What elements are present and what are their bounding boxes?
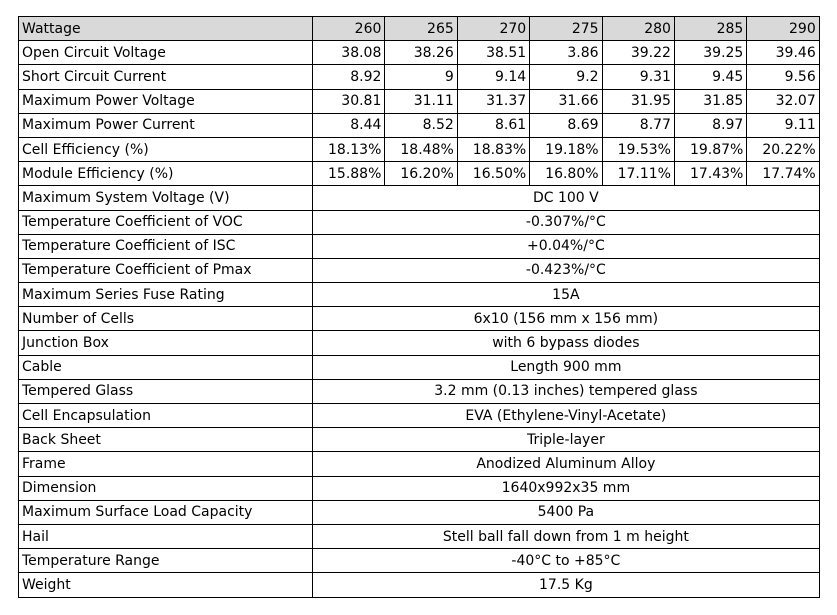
row-label-cell: Maximum System Voltage (V)	[19, 186, 313, 210]
value-cell: 38.08	[313, 41, 385, 65]
table-row	[19, 379, 820, 403]
value-cell: 16.50%	[457, 162, 529, 186]
value-cell: 9	[385, 65, 457, 89]
value-cell: 17.43%	[674, 162, 746, 186]
row-label-cell: Frame	[19, 452, 313, 476]
table-row	[19, 549, 820, 573]
value-cell: 8.92	[313, 65, 385, 89]
value-cell: 39.22	[602, 41, 674, 65]
value-cell: 16.20%	[385, 162, 457, 186]
table-row	[19, 404, 820, 428]
header-label-cell: Wattage	[19, 17, 313, 41]
wattage-cell: 280	[602, 17, 674, 41]
value-cell: 8.44	[313, 113, 385, 137]
value-cell: 8.69	[530, 113, 602, 137]
row-label-cell: Temperature Coefficient of Pmax	[19, 258, 313, 282]
row-label-cell: Cell Encapsulation	[19, 404, 313, 428]
spec-value-cell: Anodized Aluminum Alloy	[313, 452, 820, 476]
spec-value-cell: -0.307%/°C	[313, 210, 820, 234]
value-cell: 15.88%	[313, 162, 385, 186]
value-cell: 18.48%	[385, 137, 457, 161]
row-label-cell: Temperature Range	[19, 549, 313, 573]
row-label-cell: Junction Box	[19, 331, 313, 355]
value-cell: 9.45	[674, 65, 746, 89]
table-row	[19, 476, 820, 500]
row-label-cell: Number of Cells	[19, 307, 313, 331]
value-cell: 38.26	[385, 41, 457, 65]
value-cell: 8.52	[385, 113, 457, 137]
value-cell: 9.2	[530, 65, 602, 89]
row-label-cell: Open Circuit Voltage	[19, 41, 313, 65]
value-cell: 31.37	[457, 89, 529, 113]
row-label-cell: Tempered Glass	[19, 379, 313, 403]
value-cell: 31.11	[385, 89, 457, 113]
spec-value-cell: +0.04%/°C	[313, 234, 820, 258]
spec-value-cell: -0.423%/°C	[313, 258, 820, 282]
value-cell: 18.83%	[457, 137, 529, 161]
value-cell: 17.11%	[602, 162, 674, 186]
value-cell: 39.46	[747, 41, 819, 65]
table-row	[19, 89, 820, 113]
row-label-cell: Maximum Surface Load Capacity	[19, 500, 313, 524]
spec-value-cell: -40°C to +85°C	[313, 549, 820, 573]
spec-table	[18, 16, 820, 598]
value-cell: 38.51	[457, 41, 529, 65]
table-row	[19, 573, 820, 597]
value-cell: 9.31	[602, 65, 674, 89]
spec-table-body	[19, 17, 820, 598]
value-cell: 31.85	[674, 89, 746, 113]
value-cell: 39.25	[674, 41, 746, 65]
spec-value-cell: Triple-layer	[313, 428, 820, 452]
table-row	[19, 113, 820, 137]
wattage-cell: 290	[747, 17, 819, 41]
row-label-cell: Maximum Series Fuse Rating	[19, 283, 313, 307]
header-row	[19, 17, 820, 41]
table-row	[19, 41, 820, 65]
table-row	[19, 331, 820, 355]
value-cell: 18.13%	[313, 137, 385, 161]
spec-value-cell: DC 100 V	[313, 186, 820, 210]
wattage-cell: 265	[385, 17, 457, 41]
value-cell: 17.74%	[747, 162, 819, 186]
value-cell: 31.95	[602, 89, 674, 113]
row-label-cell: Back Sheet	[19, 428, 313, 452]
row-label-cell: Maximum Power Current	[19, 113, 313, 137]
row-label-cell: Module Efficiency (%)	[19, 162, 313, 186]
table-row	[19, 234, 820, 258]
table-row	[19, 137, 820, 161]
table-row	[19, 210, 820, 234]
value-cell: 9.11	[747, 113, 819, 137]
value-cell: 19.53%	[602, 137, 674, 161]
spec-value-cell: 17.5 Kg	[313, 573, 820, 597]
value-cell: 3.86	[530, 41, 602, 65]
row-label-cell: Cell Efficiency (%)	[19, 137, 313, 161]
spec-value-cell: 3.2 mm (0.13 inches) tempered glass	[313, 379, 820, 403]
table-row	[19, 500, 820, 524]
row-label-cell: Temperature Coefficient of ISC	[19, 234, 313, 258]
value-cell: 8.97	[674, 113, 746, 137]
value-cell: 8.61	[457, 113, 529, 137]
table-row	[19, 428, 820, 452]
spec-value-cell: 6x10 (156 mm x 156 mm)	[313, 307, 820, 331]
wattage-cell: 260	[313, 17, 385, 41]
table-row	[19, 258, 820, 282]
spec-value-cell: 5400 Pa	[313, 500, 820, 524]
table-row	[19, 307, 820, 331]
spec-value-cell: Length 900 mm	[313, 355, 820, 379]
table-row	[19, 65, 820, 89]
row-label-cell: Weight	[19, 573, 313, 597]
value-cell: 9.56	[747, 65, 819, 89]
table-row	[19, 186, 820, 210]
wattage-cell: 270	[457, 17, 529, 41]
spec-value-cell: EVA (Ethylene-Vinyl-Acetate)	[313, 404, 820, 428]
value-cell: 8.77	[602, 113, 674, 137]
spec-value-cell: 15A	[313, 283, 820, 307]
row-label-cell: Hail	[19, 524, 313, 548]
row-label-cell: Dimension	[19, 476, 313, 500]
spec-value-cell: 1640x992x35 mm	[313, 476, 820, 500]
wattage-cell: 275	[530, 17, 602, 41]
value-cell: 31.66	[530, 89, 602, 113]
row-label-cell: Cable	[19, 355, 313, 379]
row-label-cell: Temperature Coefficient of VOC	[19, 210, 313, 234]
spec-value-cell: Stell ball fall down from 1 m height	[313, 524, 820, 548]
value-cell: 19.87%	[674, 137, 746, 161]
table-row	[19, 283, 820, 307]
table-row	[19, 524, 820, 548]
spec-value-cell: with 6 bypass diodes	[313, 331, 820, 355]
value-cell: 16.80%	[530, 162, 602, 186]
row-label-cell: Short Circuit Current	[19, 65, 313, 89]
table-row	[19, 355, 820, 379]
value-cell: 19.18%	[530, 137, 602, 161]
value-cell: 32.07	[747, 89, 819, 113]
value-cell: 9.14	[457, 65, 529, 89]
value-cell: 30.81	[313, 89, 385, 113]
table-row	[19, 162, 820, 186]
table-row	[19, 452, 820, 476]
wattage-cell: 285	[674, 17, 746, 41]
row-label-cell: Maximum Power Voltage	[19, 89, 313, 113]
value-cell: 20.22%	[747, 137, 819, 161]
